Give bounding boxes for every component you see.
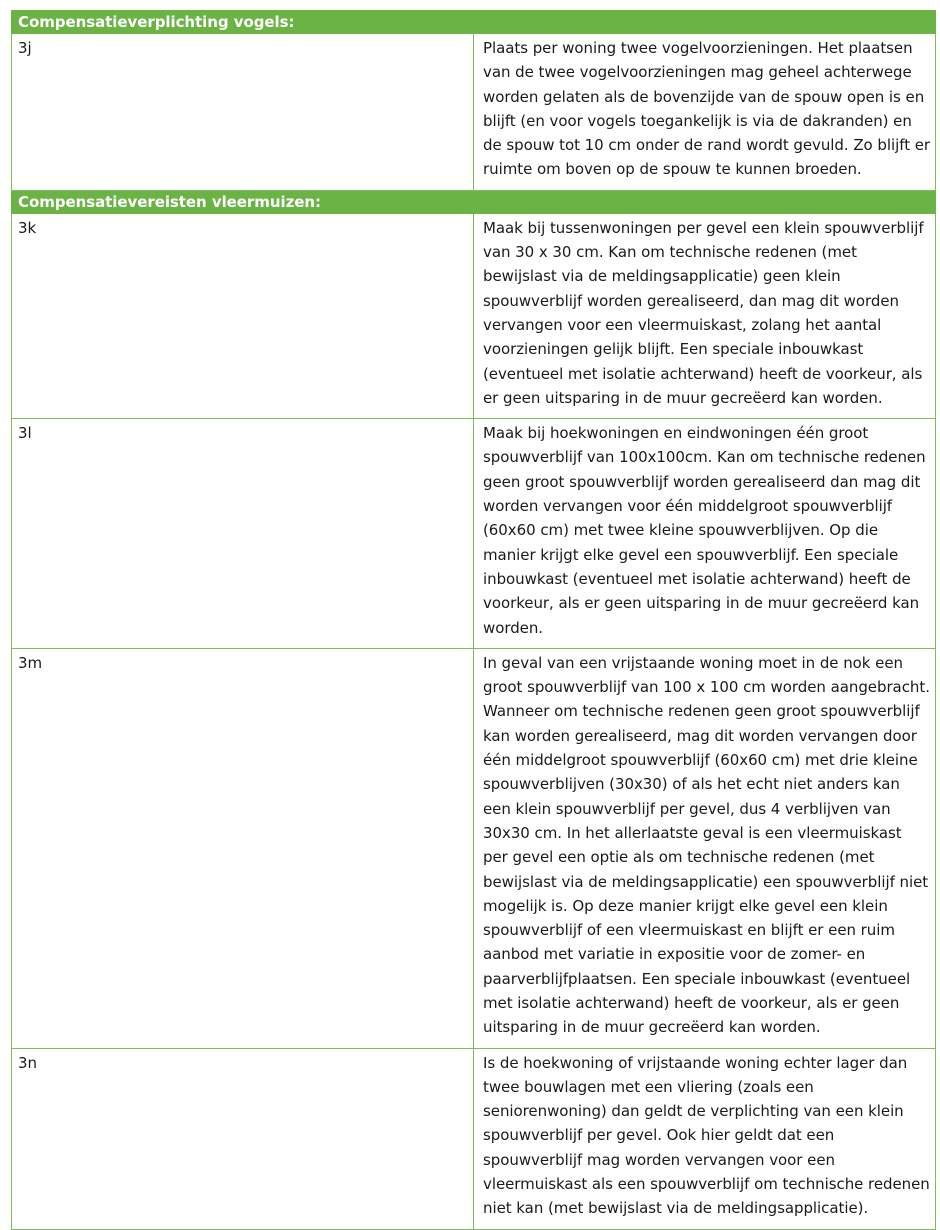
section-header-bats [12,190,936,213]
section-header-birds [12,11,936,34]
section-title-bats [12,190,936,213]
table-row [12,419,936,649]
row-text: Plaats per woning twee vogelvoorzieningen. Het plaatsen van de twee vogelvoorzieningen mag geheel achterwege worden gelaten als de bovenzijde van de spouw open is en blijft (en voor vogels toegankelijk is via de dakranden) en de spouw tot 10 cm onder de rand wordt gevuld. Zo blijft er ruimte om boven op de spouw te kunnen broeden. [474,34,936,191]
row-code: 3l [12,419,474,649]
row-text: Maak bij tussenwoningen per gevel een klein spouwverblijf van 30 x 30 cm. Kan om technische redenen (met bewijslast via de meldingsapplicatie) geen klein spouwverblijf worden gerealiseerd, dan mag dit worden vervangen voor een vleermuiskast, zolang het aantal voorzieningen gelijk blijft. Een speciale inbouwkast (eventueel met isolatie achterwand) heeft de voorkeur, als er geen uitsparing in de muur gecreëerd kan worden. [474,213,936,418]
row-text: Maak bij hoekwoningen en eindwoningen één groot spouwverblijf van 100x100cm. Kan om technische redenen geen groot spouwverblijf worden gerealiseerd dan mag dit worden vervangen voor één middelgroot spouwverblijf (60x60 cm) met twee kleine spouwverblijven. Op die manier krijgt elke gevel een spouwverblijf. Een speciale inbouwkast (eventueel met isolatie achterwand) heeft de voorkeur, als er geen uitsparing in de muur gecreëerd kan worden. [474,419,936,649]
table-row [12,213,936,418]
row-code: 3k [12,213,474,418]
section-title-text: Compensatievereisten vleermuizen: [18,192,321,211]
table-row [12,34,936,191]
row-text: In geval van een vrijstaande woning moet in de nok een groot spouwverblijf van 100 x 100 cm worden aangebracht. Wanneer om technische redenen geen groot spouwverblijf kan worden gerealiseerd, mag dit worden vervangen door één middelgroot spouwverblijf (60x60 cm) met drie kleine spouwverblijven (30x30) of als het echt niet anders kan een klein spouwverblijf per gevel, dus 4 verblijven van 30x30 cm. In het allerlaatste geval is een vleermuiskast per gevel een optie als om technische redenen (met bewijslast via de meldingsapplicatie) een spouwverblijf niet mogelijk is. Op deze manier krijgt elke gevel een klein spouwverblijf of een vleermuiskast en blijft er een ruim aanbod met variatie in expositie voor de zomer- en paarverblijfplaatsen. Een speciale inbouwkast (eventueel met isolatie achterwand) heeft de voorkeur, als er geen uitsparing in de muur gecreëerd kan worden. [474,648,936,1048]
row-code: 3j [12,34,474,191]
row-text: Is de hoekwoning of vrijstaande woning echter lager dan twee bouwlagen met een vliering (zoals een seniorenwoning) dan geldt de verplichting van een klein spouwverblijf per gevel. Ook hier geldt dat een spouwverblijf mag worden vervangen voor een vleermuiskast als een spouwverblijf om technische redenen niet kan (met bewijslast via de meldingsapplicatie). [474,1048,936,1229]
section-title-text: Compensatieverplichting vogels: [18,13,295,31]
requirements-table [11,10,936,1230]
table-row [12,648,936,1048]
table-row [12,1048,936,1229]
row-code: 3n [12,1048,474,1229]
row-code: 3m [12,648,474,1048]
section-title-birds [12,11,936,34]
